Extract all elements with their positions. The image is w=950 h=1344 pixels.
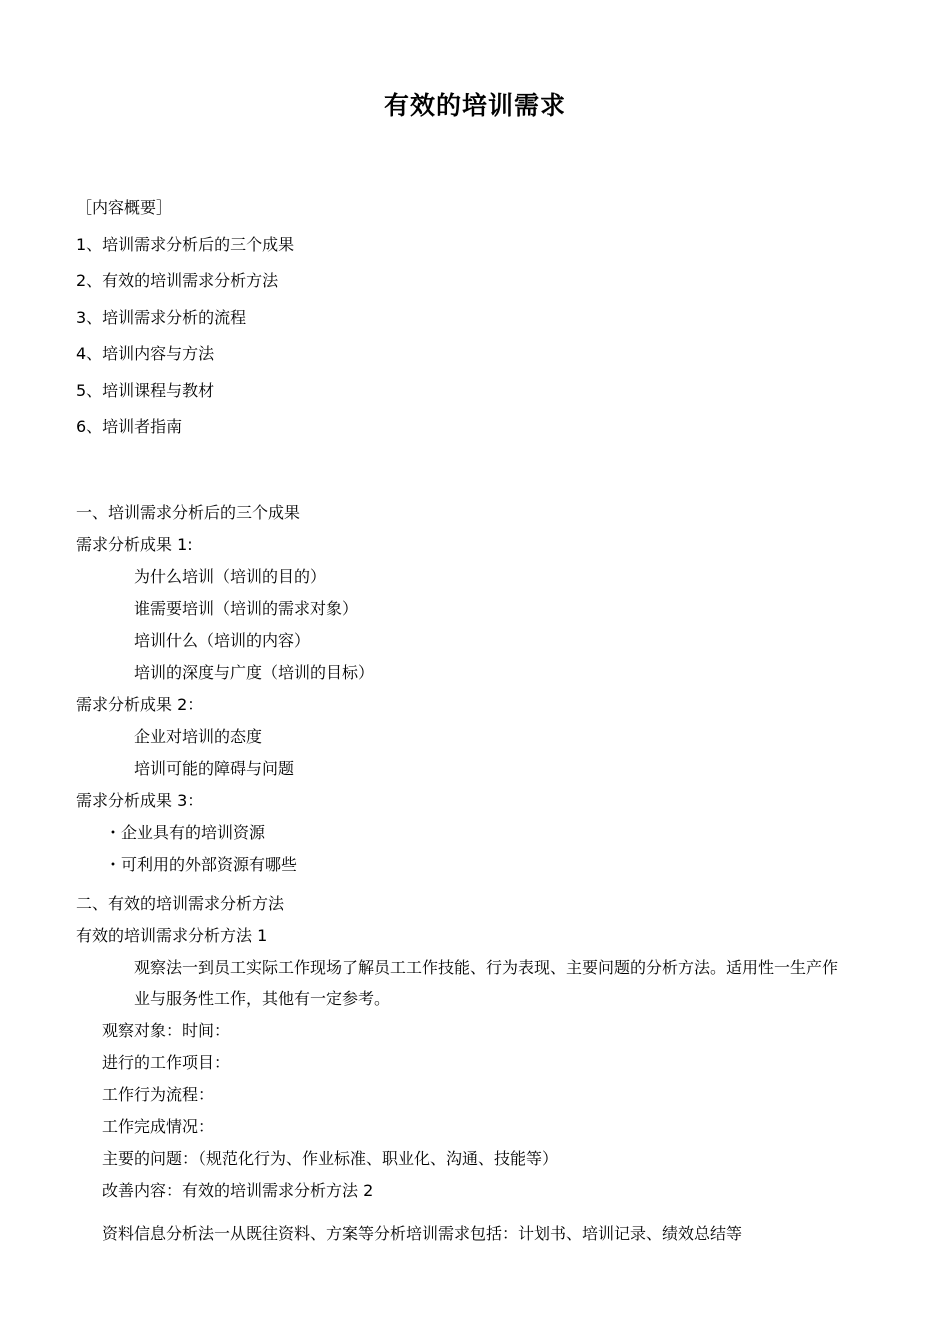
method-paragraph: 资料信息分析法一从既往资料、方案等分析培训需求包括：计划书、培训记录、绩效总结等	[102, 1224, 743, 1243]
result-item: ・可利用的外部资源有哪些	[105, 855, 298, 874]
result-label: 需求分析成果 1:	[76, 535, 193, 554]
result-label: 需求分析成果 2：	[76, 695, 204, 714]
observation-field: 工作行为流程：	[102, 1085, 215, 1104]
method-paragraph: 业与服务性工作，其他有一定参考。	[134, 989, 391, 1008]
summary-item: 4、培训内容与方法	[76, 344, 215, 363]
method-paragraph: 观察法一到员工实际工作现场了解员工工作技能、行为表现、主要问题的分析方法。适用性一生产作	[134, 958, 839, 977]
result-item: 谁需要培训（培训的需求对象）	[134, 599, 359, 618]
observation-field: 主要的问题：（规范化行为、作业标准、职业化、沟通、技能等）	[102, 1149, 559, 1168]
summary-label: ［内容概要］	[76, 198, 173, 217]
section-heading: 一、培训需求分析后的三个成果	[76, 503, 301, 522]
observation-field: 进行的工作项目：	[102, 1053, 231, 1072]
result-item: 企业对培训的态度	[134, 727, 263, 746]
result-label: 需求分析成果 3：	[76, 791, 204, 810]
result-item: 培训的深度与广度（培训的目标）	[134, 663, 375, 682]
summary-item: 6、培训者指南	[76, 417, 183, 436]
observation-field: 观察对象：时间：	[102, 1021, 231, 1040]
result-item: ・企业具有的培训资源	[105, 823, 266, 842]
document-title: 有效的培训需求	[383, 91, 566, 120]
summary-item: 3、培训需求分析的流程	[76, 308, 247, 327]
result-item: 培训什么（培训的内容）	[134, 631, 311, 650]
summary-item: 5、培训课程与教材	[76, 381, 215, 400]
result-item: 为什么培训（培训的目的）	[134, 567, 327, 586]
result-item: 培训可能的障碍与问题	[134, 759, 295, 778]
method-label: 有效的培训需求分析方法 1	[76, 926, 268, 945]
summary-item: 1、培训需求分析后的三个成果	[76, 235, 295, 254]
summary-item: 2、有效的培训需求分析方法	[76, 271, 279, 290]
observation-field: 工作完成情况：	[102, 1117, 215, 1136]
section-heading: 二、有效的培训需求分析方法	[76, 894, 285, 913]
observation-field: 改善内容：有效的培训需求分析方法 2	[102, 1181, 374, 1200]
